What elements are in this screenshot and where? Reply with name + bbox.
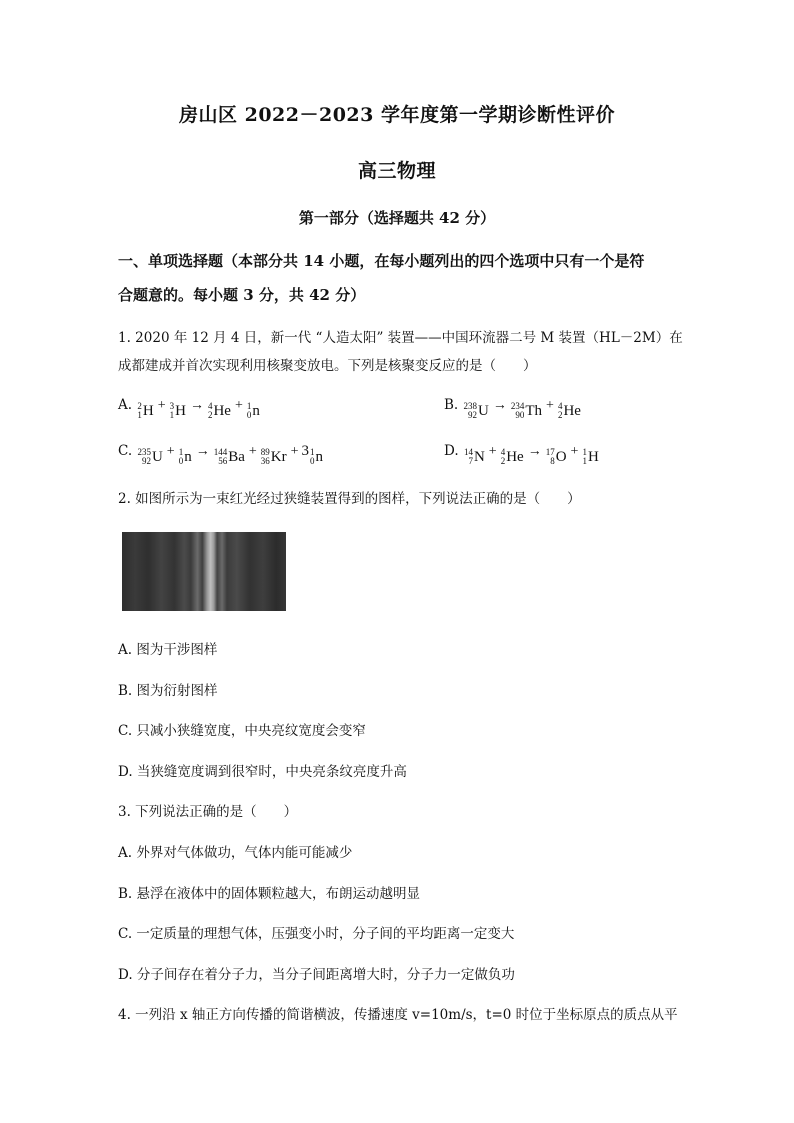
nuclide: 14 7 N <box>463 447 485 466</box>
q3-stem: 3. 下列说法正确的是（ ） <box>118 804 298 820</box>
nuclide: 3 1 H <box>169 401 186 420</box>
q1-option-a: A. 2 1 H + 3 1 H → 4 2 He + 1 0 n <box>118 397 260 420</box>
nuclide: 1 0 n <box>246 401 260 420</box>
q2-option-b: B. 图为衍射图样 <box>118 683 218 699</box>
nuclide: 144 56 Ba <box>213 447 245 466</box>
nuclide: 1 0 n <box>178 447 192 466</box>
q3-option-d: D. 分子间存在着分子力，当分子间距离增大时，分子力一定做负功 <box>118 967 515 983</box>
exam-title: 房山区 2022－2023 学年度第一学期诊断性评价 <box>179 104 615 126</box>
option-label: D. <box>444 443 459 459</box>
section-heading <box>118 244 678 312</box>
q2-stem: 2. 如图所示为一束红光经过狭缝装置得到的图样，下列说法正确的是（ ） <box>118 491 581 507</box>
nuclide: 1 0 n <box>310 447 323 466</box>
nuclide: 89 36 Kr <box>260 447 287 466</box>
coefficient: 3 <box>301 443 309 459</box>
option-label: A. <box>118 397 133 413</box>
q1-option-d: D. 14 7 N + 4 2 He → 17 8 O + 1 1 H <box>444 443 599 466</box>
nuclide: 4 2 He <box>557 401 581 420</box>
part-title: 第一部分（选择题共 42 分） <box>298 209 496 227</box>
nuclide: 234 90 Th <box>510 401 543 420</box>
q3-option-c: C. 一定质量的理想气体，压强变小时，分子间的平均距离一定变大 <box>118 926 515 942</box>
nuclide: 17 8 O <box>545 447 567 466</box>
q2-option-d: D. 当狭缝宽度调到很窄时，中央亮条纹亮度升高 <box>118 764 407 780</box>
nuclide: 1 1 H <box>582 447 599 466</box>
subject-title: 高三物理 <box>357 160 436 182</box>
option-label: C. <box>118 443 133 459</box>
section-heading-line2: 合题意的。每小题 3 分，共 42 分） <box>118 286 366 304</box>
diffraction-pattern-image <box>122 532 286 611</box>
nuclide: 4 2 He <box>500 447 524 466</box>
option-label: B. <box>444 397 459 413</box>
q2-option-c: C. 只减小狭缝宽度，中央亮纹宽度会变窄 <box>118 723 366 739</box>
q3-option-a: A. 外界对气体做功，气体内能可能减少 <box>118 845 353 861</box>
nuclide: 235 92 U <box>137 447 163 466</box>
q1-option-b: B. 238 92 U → 234 90 Th + 4 2 He <box>444 397 581 420</box>
q3-option-b: B. 悬浮在液体中的固体颗粒越大，布朗运动越明显 <box>118 886 421 902</box>
nuclide: 2 1 H <box>137 401 154 420</box>
q1-stem-line2: 成都建成并首次实现利用核聚变放电。下列是核聚变反应的是（ ） <box>118 358 537 374</box>
nuclide: 4 2 He <box>207 401 231 420</box>
q2-option-a: A. 图为干涉图样 <box>118 642 218 658</box>
nuclide: 238 92 U <box>463 401 489 420</box>
q4-stem: 4. 一列沿 x 轴正方向传播的简谐横波，传播速度 v=10m/s，t=0 时位于坐标原点的质点从平 <box>118 1007 678 1023</box>
q1-option-c: C. 235 92 U + 1 0 n → 144 56 Ba + 89 36 Kr + 3 1 0 n <box>118 443 323 466</box>
q1-stem-line1: 1. 2020 年 12 月 4 日，新一代 “人造太阳” 装置——中国环流器二号 M 装置（HL－2M）在 <box>118 330 683 346</box>
section-heading-line1: 一、单项选择题（本部分共 14 小题，在每小题列出的四个选项中只有一个是符 <box>118 252 645 270</box>
